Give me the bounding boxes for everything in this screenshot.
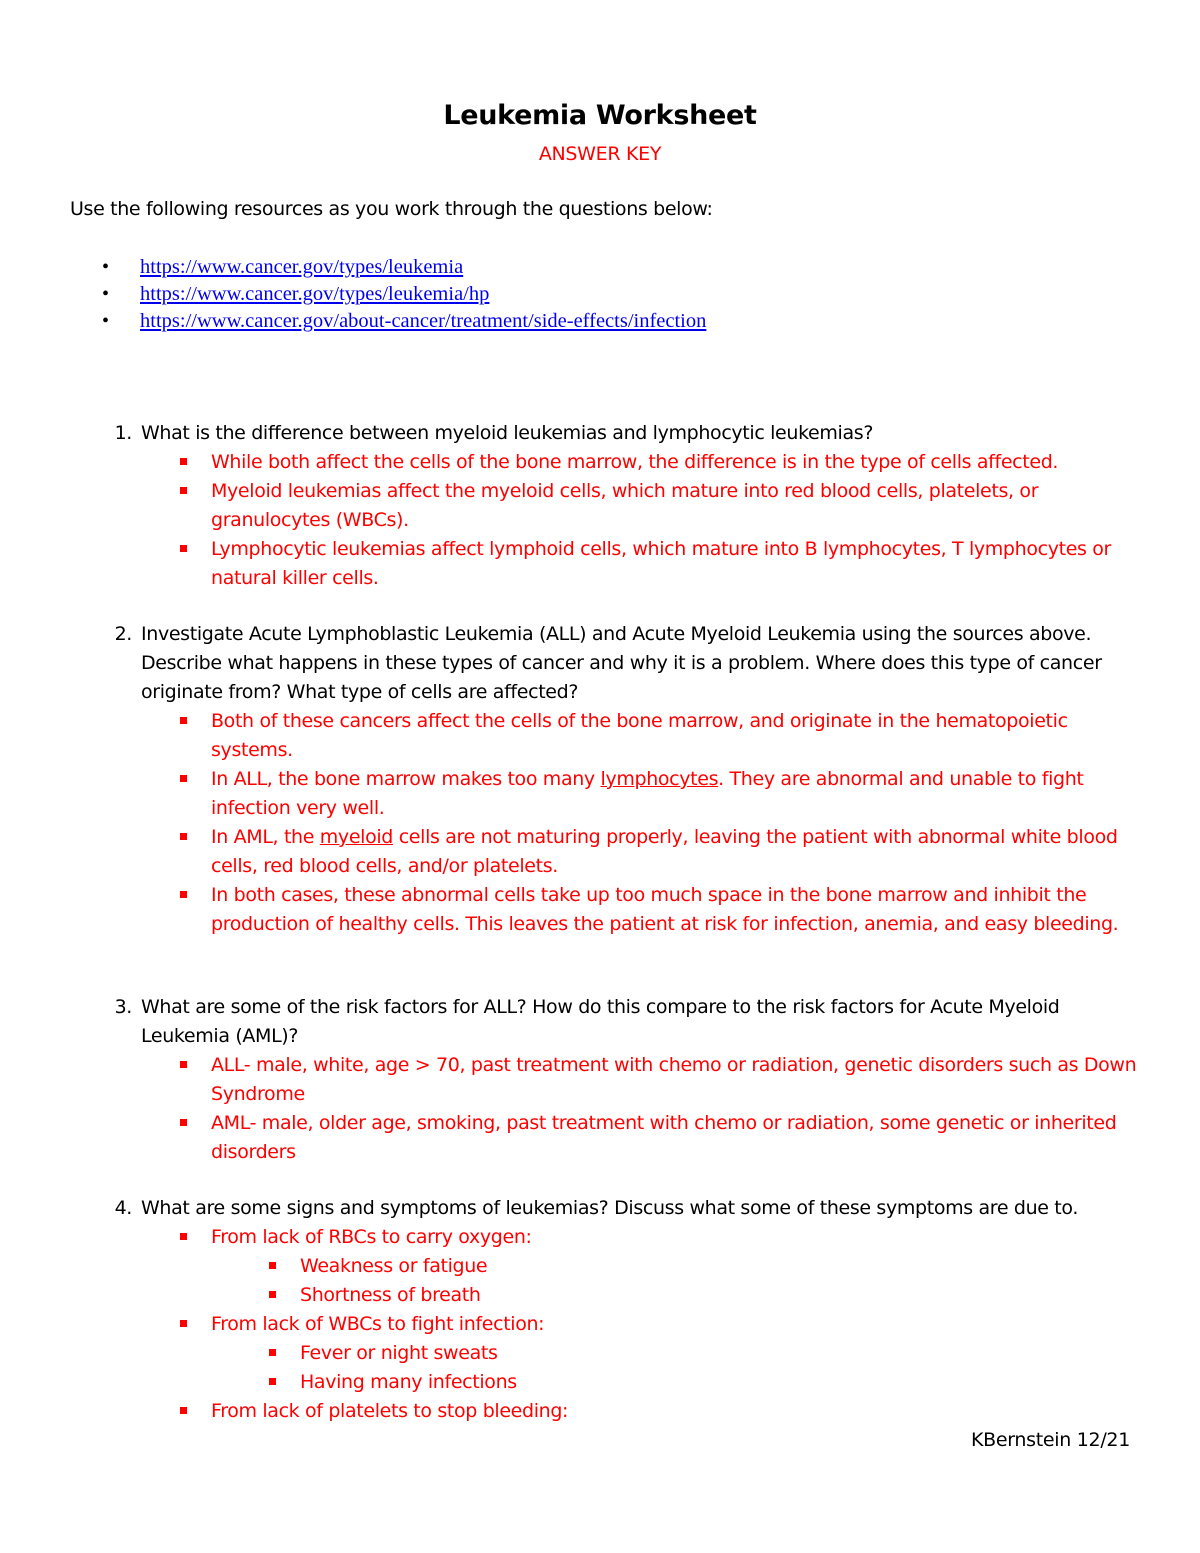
square-bullet-icon bbox=[180, 891, 187, 898]
answer-list bbox=[100, 1223, 1140, 1426]
answer-item: In ALL, the bone marrow makes too many lymphocytes. They are abnormal and unable to fight infection very well. bbox=[100, 765, 1140, 823]
underlined-term-lymphocytes: lymphocytes bbox=[600, 768, 719, 790]
answer-key-label: ANSWER KEY bbox=[538, 143, 662, 165]
answer-subitem: Having many infections bbox=[100, 1368, 1140, 1397]
question-number: 2. bbox=[114, 623, 132, 645]
square-bullet-icon bbox=[269, 1378, 276, 1385]
underlined-term-myeloid: myeloid bbox=[319, 826, 394, 848]
answer-item: AML- male, older age, smoking, past treatment with chemo or radiation, some genetic or inherited disorders bbox=[100, 1109, 1140, 1167]
question-1 bbox=[100, 419, 1140, 593]
bullet-icon: • bbox=[102, 283, 110, 305]
square-bullet-icon bbox=[180, 1119, 187, 1126]
resource-link-leukemia-hp[interactable]: https://www.cancer.gov/types/leukemia/hp bbox=[140, 283, 490, 305]
answer-subitem: Fever or night sweats bbox=[100, 1339, 1140, 1368]
answer-list bbox=[100, 448, 1140, 593]
square-bullet-icon bbox=[180, 458, 187, 465]
answer-item: While both affect the cells of the bone marrow, the difference is in the type of cells affected. bbox=[100, 448, 1140, 477]
answer-subitem: Weakness or fatigue bbox=[100, 1252, 1140, 1281]
square-bullet-icon bbox=[180, 545, 187, 552]
square-bullet-icon bbox=[269, 1349, 276, 1356]
square-bullet-icon bbox=[180, 833, 187, 840]
answer-list bbox=[100, 1051, 1140, 1167]
square-bullet-icon bbox=[180, 1061, 187, 1068]
question-text: What is the difference between myeloid leukemias and lymphocytic leukemias? bbox=[141, 422, 874, 444]
question-2 bbox=[100, 620, 1140, 939]
square-bullet-icon bbox=[269, 1262, 276, 1269]
square-bullet-icon bbox=[180, 775, 187, 782]
bullet-icon: • bbox=[102, 310, 110, 332]
question-3 bbox=[100, 993, 1140, 1167]
square-bullet-icon bbox=[180, 1233, 187, 1240]
answer-subitem: Shortness of breath bbox=[100, 1281, 1140, 1310]
intro-text: Use the following resources as you work through the questions below: bbox=[70, 198, 713, 220]
square-bullet-icon bbox=[180, 1407, 187, 1414]
resource-link-leukemia[interactable]: https://www.cancer.gov/types/leukemia bbox=[140, 256, 464, 278]
resource-link-infection[interactable]: https://www.cancer.gov/about-cancer/treatment/side-effects/infection bbox=[140, 310, 707, 332]
question-4 bbox=[100, 1194, 1140, 1426]
answer-item: Lymphocytic leukemias affect lymphoid cells, which mature into B lymphocytes, T lymphocytes or natural killer cells. bbox=[100, 535, 1140, 593]
footer-author: KBernstein 12/21 bbox=[970, 1429, 1130, 1451]
question-number: 3. bbox=[114, 996, 132, 1018]
answer-item: From lack of WBCs to fight infection: bbox=[100, 1310, 1140, 1339]
answer-list bbox=[100, 707, 1140, 939]
answer-item: In both cases, these abnormal cells take up too much space in the bone marrow and inhibit the production of healthy cells. This leaves the patient at risk for infection, anemia, and easy bleeding. bbox=[100, 881, 1140, 939]
question-text: What are some signs and symptoms of leukemias? Discuss what some of these symptoms are due to. bbox=[141, 1197, 1079, 1219]
square-bullet-icon bbox=[180, 487, 187, 494]
page-title: Leukemia Worksheet bbox=[443, 100, 757, 131]
square-bullet-icon bbox=[180, 1320, 187, 1327]
question-number: 1. bbox=[114, 422, 132, 444]
answer-item: From lack of RBCs to carry oxygen: bbox=[100, 1223, 1140, 1252]
answer-item: Both of these cancers affect the cells of the bone marrow, and originate in the hematopoietic systems. bbox=[100, 707, 1140, 765]
question-number: 4. bbox=[114, 1197, 132, 1219]
answer-item: Myeloid leukemias affect the myeloid cells, which mature into red blood cells, platelets, or granulocytes (WBCs). bbox=[100, 477, 1140, 535]
question-text: Investigate Acute Lymphoblastic Leukemia (ALL) and Acute Myeloid Leukemia using the sources above. Describe what happens in these types of cancer and why it is a problem. Where does this type of cancer originate from? What type of cells are affected? bbox=[141, 623, 1102, 703]
answer-item: From lack of platelets to stop bleeding: bbox=[100, 1397, 1140, 1426]
square-bullet-icon bbox=[269, 1291, 276, 1298]
question-text: What are some of the risk factors for ALL? How do this compare to the risk factors for Acute Myeloid Leukemia (AML)? bbox=[141, 996, 1060, 1047]
square-bullet-icon bbox=[180, 717, 187, 724]
bullet-icon: • bbox=[102, 256, 110, 278]
answer-item: In AML, the myeloid cells are not maturing properly, leaving the patient with abnormal white blood cells, red blood cells, and/or platelets. bbox=[100, 823, 1140, 881]
answer-item: ALL- male, white, age > 70, past treatment with chemo or radiation, genetic disorders such as Down Syndrome bbox=[100, 1051, 1140, 1109]
